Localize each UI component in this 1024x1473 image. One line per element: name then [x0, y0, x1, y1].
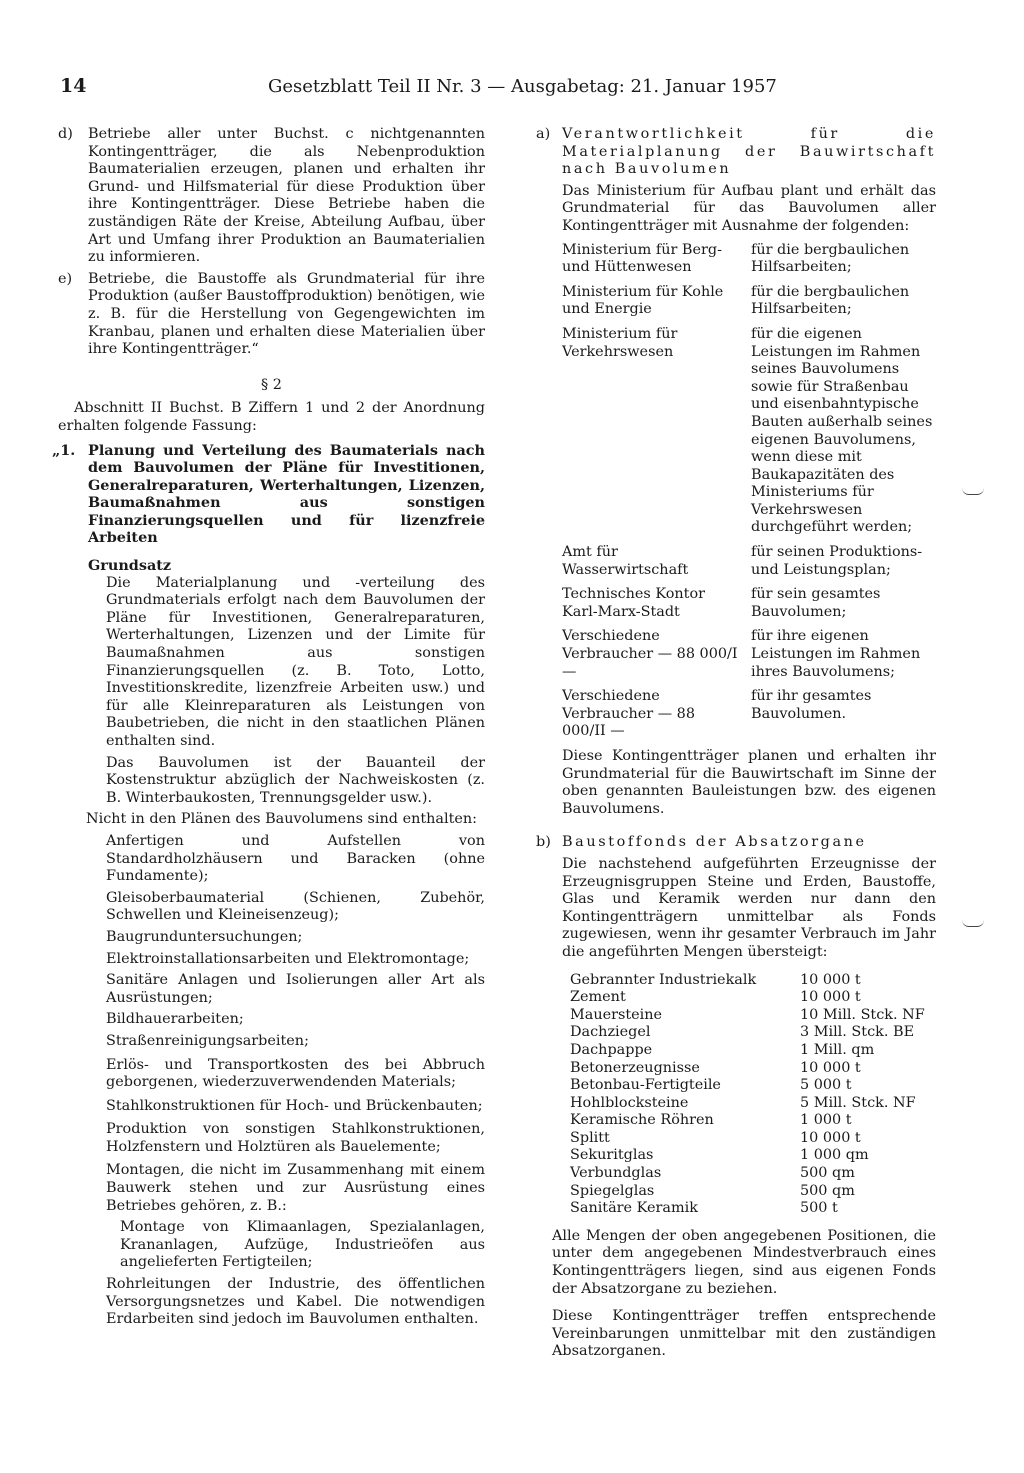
list-item: Produktion von sonstigen Stahlkonstruktionen, Holzfenstern und Holztüren als Bauelemente; — [106, 1121, 485, 1155]
ministry-scope: für ihre eigenen Leistungen im Rahmen ihres Bauvolumens; — [751, 628, 921, 680]
item-d — [58, 126, 485, 267]
page-number: 14 — [60, 75, 87, 97]
table-row — [570, 1183, 925, 1201]
table-row — [570, 1147, 925, 1165]
product-amount: 500 t — [800, 1200, 838, 1217]
list-item: Elektroinstallationsarbeiten und Elektromontage; — [106, 950, 470, 967]
table-row — [570, 1077, 925, 1095]
page-header — [60, 75, 777, 102]
section-mark: § 2 — [261, 376, 282, 393]
ministry-scope: für sein gesamtes Bauvolumen; — [751, 586, 881, 620]
a-heading-text: Verantwortlichkeit für die Materialplanung der Bauwirtschaft nach Bauvolumen — [562, 126, 936, 178]
product-name: Spiegelglas — [570, 1182, 655, 1199]
product-name: Hohlblocksteine — [570, 1094, 689, 1111]
item-e-mark: e) — [58, 270, 73, 287]
product-amount: 10 000 t — [800, 989, 861, 1006]
product-amount: 500 qm — [800, 1165, 855, 1182]
table-row — [570, 1095, 925, 1113]
ministry-name: Technisches Kontor Karl-Marx-Stadt — [562, 586, 706, 620]
grundsatz-label: Grundsatz — [88, 557, 172, 575]
list-item: Straßenreinigungsarbeiten; — [106, 1032, 309, 1049]
a-mark: a) — [536, 126, 551, 142]
table-row — [562, 586, 936, 628]
b-outro-1: Alle Mengen der oben angegebenen Positionen, die unter dem angegebenen Mindestverbrauch eines Kontingentträgers liegen, sind aus eigenen Fonds der Absatzorgane zu beziehen. — [552, 1227, 936, 1297]
ministry-scope: für die eigenen Leistungen im Rahmen seines Bauvolumens sowie für Straßenbau und eisenbahntypische Bauten außerhalb seines eigenen Bauvolumens, wenn diese mit Baukapazitäten des Ministeriums für Verkehrswesen durchgeführt werden; — [751, 325, 933, 536]
point1-heading-text: Planung und Verteilung des Baumaterials nach dem Bauvolumen der Pläne für Investitionen, Generalreparaturen, Werterhaltungen, Lizenzen, Baumaßnahmen aus sonstigen Finanzierungsquellen und für lizenzfreie Arbeiten — [88, 441, 485, 547]
list-item: Montagen, die nicht im Zusammenhang mit einem Bauwerk stehen und zur Ausrüstung eines Betriebes gehören, z. B.: — [106, 1162, 485, 1214]
product-amount: 10 000 t — [800, 1129, 861, 1146]
table-row — [570, 1060, 925, 1078]
header-title: Gesetzblatt Teil II Nr. 3 — Ausgabetag: 21. Januar 1957 — [268, 76, 777, 97]
not-included-intro: Nicht in den Plänen des Bauvolumens sind enthalten: — [86, 811, 478, 828]
table-row — [570, 1042, 925, 1060]
a-intro: Das Ministerium für Aufbau plant und erhält das Grundmaterial für das Bauvolumen aller Kontingentträger mit Ausnahme der folgenden: — [562, 182, 936, 234]
a-outro: Diese Kontingentträger planen und erhalten ihr Grundmaterial für die Bauwirtschaft im Sinne der oben genannten Bauleistungen bzw. des eigenen Bauvolumens. — [562, 748, 936, 817]
margin-mark — [962, 488, 984, 495]
table-row — [562, 326, 936, 544]
product-name: Dachpappe — [570, 1041, 653, 1058]
table-row — [562, 628, 936, 688]
table-row — [570, 1130, 925, 1148]
ministry-name: Amt für Wasserwirtschaft — [562, 544, 689, 578]
ministry-name: Verschiedene Verbraucher — 88 000/I — — [562, 628, 738, 680]
product-amount: 3 Mill. Stck. BE — [800, 1024, 915, 1041]
product-amount: 1 000 t — [800, 1112, 852, 1129]
a-heading — [536, 126, 936, 179]
right-column — [536, 126, 936, 1361]
list-item: Stahlkonstruktionen für Hoch- und Brückenbauten; — [106, 1097, 483, 1114]
ministry-name: Ministerium für Kohle und Energie — [562, 283, 724, 318]
product-amount: 5 000 t — [800, 1077, 852, 1094]
list-item-example: Montage von Klimaanlagen, Spezialanlagen, Krananlagen, Aufzüge, Industrieöfen aus angelieferten Fertigteilen; — [120, 1219, 485, 1271]
product-name: Betonerzeugnisse — [570, 1059, 700, 1076]
ministry-scope: für seinen Produktions- und Leistungsplan; — [751, 544, 923, 578]
cost-list — [58, 1057, 485, 1329]
list-item: Sanitäre Anlagen und Isolierungen aller Art als Ausrüstungen; — [106, 972, 485, 1006]
product-amount: 1 Mill. qm — [800, 1041, 875, 1058]
product-name: Keramische Röhren — [570, 1112, 714, 1129]
item-d-text: Betriebe aller unter Buchst. c nichtgenannten Kontingentträger, die als Nebenproduktion Baumaterialien erzeugen, planen und erhalten ihr Grund- und Hilfsmaterial für diese Produktion über ihre Kontingentträger. Diese Betriebe haben die zuständigen Räte der Kreise, Abteilung Aufbau, über Art und Umfang ihrer Produktion an Baumaterialien zu informieren. — [88, 126, 485, 266]
item-e — [58, 271, 485, 359]
list-item: Rohrleitungen der Industrie, des öffentlichen Versorgungsnetzes und Kabel. Die notwendigen Erdarbeiten sind jedoch im Bauvolumen enthalten. — [106, 1276, 485, 1328]
product-name: Splitt — [570, 1129, 610, 1146]
table-row — [562, 284, 936, 326]
ministry-name: Ministerium für Berg- und Hüttenwesen — [562, 241, 722, 276]
table-row — [562, 544, 936, 586]
table-row — [570, 1007, 925, 1025]
product-name: Betonbau-Fertigteile — [570, 1077, 721, 1094]
table-row — [562, 688, 936, 748]
product-amount: 10 Mill. Stck. NF — [800, 1006, 925, 1023]
product-name: Gebrannter Industriekalk — [570, 971, 757, 988]
b-outro-2: Diese Kontingentträger treffen entsprechende Vereinbarungen unmittelbar mit den zuständigen Absatzorganen. — [552, 1308, 936, 1360]
b-heading-text: Baustoffonds der Absatzorgane — [562, 834, 867, 851]
ministry-name: Ministerium für Verkehrswesen — [562, 325, 678, 360]
product-amount: 10 000 t — [800, 1059, 861, 1076]
left-column — [52, 126, 485, 1329]
b-intro: Die nachstehend aufgeführten Erzeugnisse der Erzeugnisgruppen Steine und Erden, Baustoffe, Glas und Keramik werden nur dann den Kontingentträgern unmittelbar als Fonds zugewiesen, wenn ihr gesamter Verbrauch im Jahr die angeführten Mengen übersteigt: — [562, 855, 936, 960]
section-intro: Abschnitt II Buchst. B Ziffern 1 und 2 der Anordnung erhalten folgende Fassung: — [58, 400, 485, 434]
grundsatz-paragraph-2: Das Bauvolumen ist der Bauanteil der Kostenstruktur abzüglich der Nachweiskosten (z. B. Winterbaukosten, Trennungsgelder usw.). — [106, 754, 485, 806]
product-name: Sekuritglas — [570, 1147, 654, 1164]
item-d-mark: d) — [58, 126, 73, 142]
b-mark: b) — [536, 834, 551, 851]
not-included-list — [58, 833, 485, 1051]
grundsatz-paragraph-1: Die Materialplanung und -verteilung des Grundmaterials erfolgt nach dem Bauvolumen der Pläne für Investitionen, Generalreparaturen, Werterhaltungen, Lizenzen und der Limite für Baumaßnahmen aus sonstigen Finanzierungsquellen (z. B. Toto, Lotto, Investitionskredite, lizenzfreie Arbeiten usw.) und für alle Kleinreparaturen als Leistungen von Baubetrieben, die nicht in den staatlichen Plänen enthalten sind. — [106, 574, 485, 749]
quantities-table — [570, 972, 925, 1218]
product-name: Sanitäre Keramik — [570, 1200, 698, 1217]
b-heading — [536, 834, 936, 852]
product-name: Zement — [570, 989, 626, 1006]
point1-mark: „1. — [52, 441, 76, 459]
table-row — [570, 1200, 925, 1218]
table-row — [570, 1165, 925, 1183]
table-row — [570, 1112, 925, 1130]
ministry-name: Verschiedene Verbraucher — 88 000/II — — [562, 688, 695, 740]
product-amount: 5 Mill. Stck. NF — [800, 1094, 916, 1111]
ministry-scope: für die bergbaulichen Hilfsarbeiten; — [751, 241, 910, 276]
table-row — [562, 242, 936, 284]
point1-heading — [52, 441, 485, 548]
product-amount: 500 qm — [800, 1182, 855, 1199]
list-item: Gleisoberbaumaterial (Schienen, Zubehör, Schwellen und Kleineisenzeug); — [106, 889, 485, 924]
list-item: Anfertigen und Aufstellen von Standardholzhäusern und Baracken (ohne Fundamente); — [106, 832, 485, 885]
ministry-scope: für ihr gesamtes Bauvolumen. — [751, 688, 872, 722]
margin-mark — [962, 920, 984, 927]
product-name: Dachziegel — [570, 1024, 651, 1041]
product-name: Verbundglas — [570, 1165, 662, 1182]
list-item: Bildhauerarbeiten; — [106, 1011, 244, 1028]
list-item: Erlös- und Transportkosten des bei Abbruch geborgenen, wiederzuverwendenden Materials; — [106, 1056, 485, 1091]
list-item: Baugrunduntersuchungen; — [106, 928, 303, 945]
exceptions-table — [562, 242, 936, 748]
table-row — [570, 989, 925, 1007]
product-amount: 10 000 t — [800, 971, 861, 988]
table-row — [570, 972, 925, 990]
ministry-scope: für die bergbaulichen Hilfsarbeiten; — [751, 283, 910, 318]
table-row — [570, 1024, 925, 1042]
item-e-text: Betriebe, die Baustoffe als Grundmaterial für ihre Produktion (außer Baustoffproduktion) benötigen, wie z. B. für die Herstellung von Gegengewichten im Kranbau, planen und erhalten diese Materialien über ihre Kontingentträger.“ — [88, 270, 485, 358]
product-amount: 1 000 qm — [800, 1147, 869, 1164]
product-name: Mauersteine — [570, 1006, 663, 1023]
